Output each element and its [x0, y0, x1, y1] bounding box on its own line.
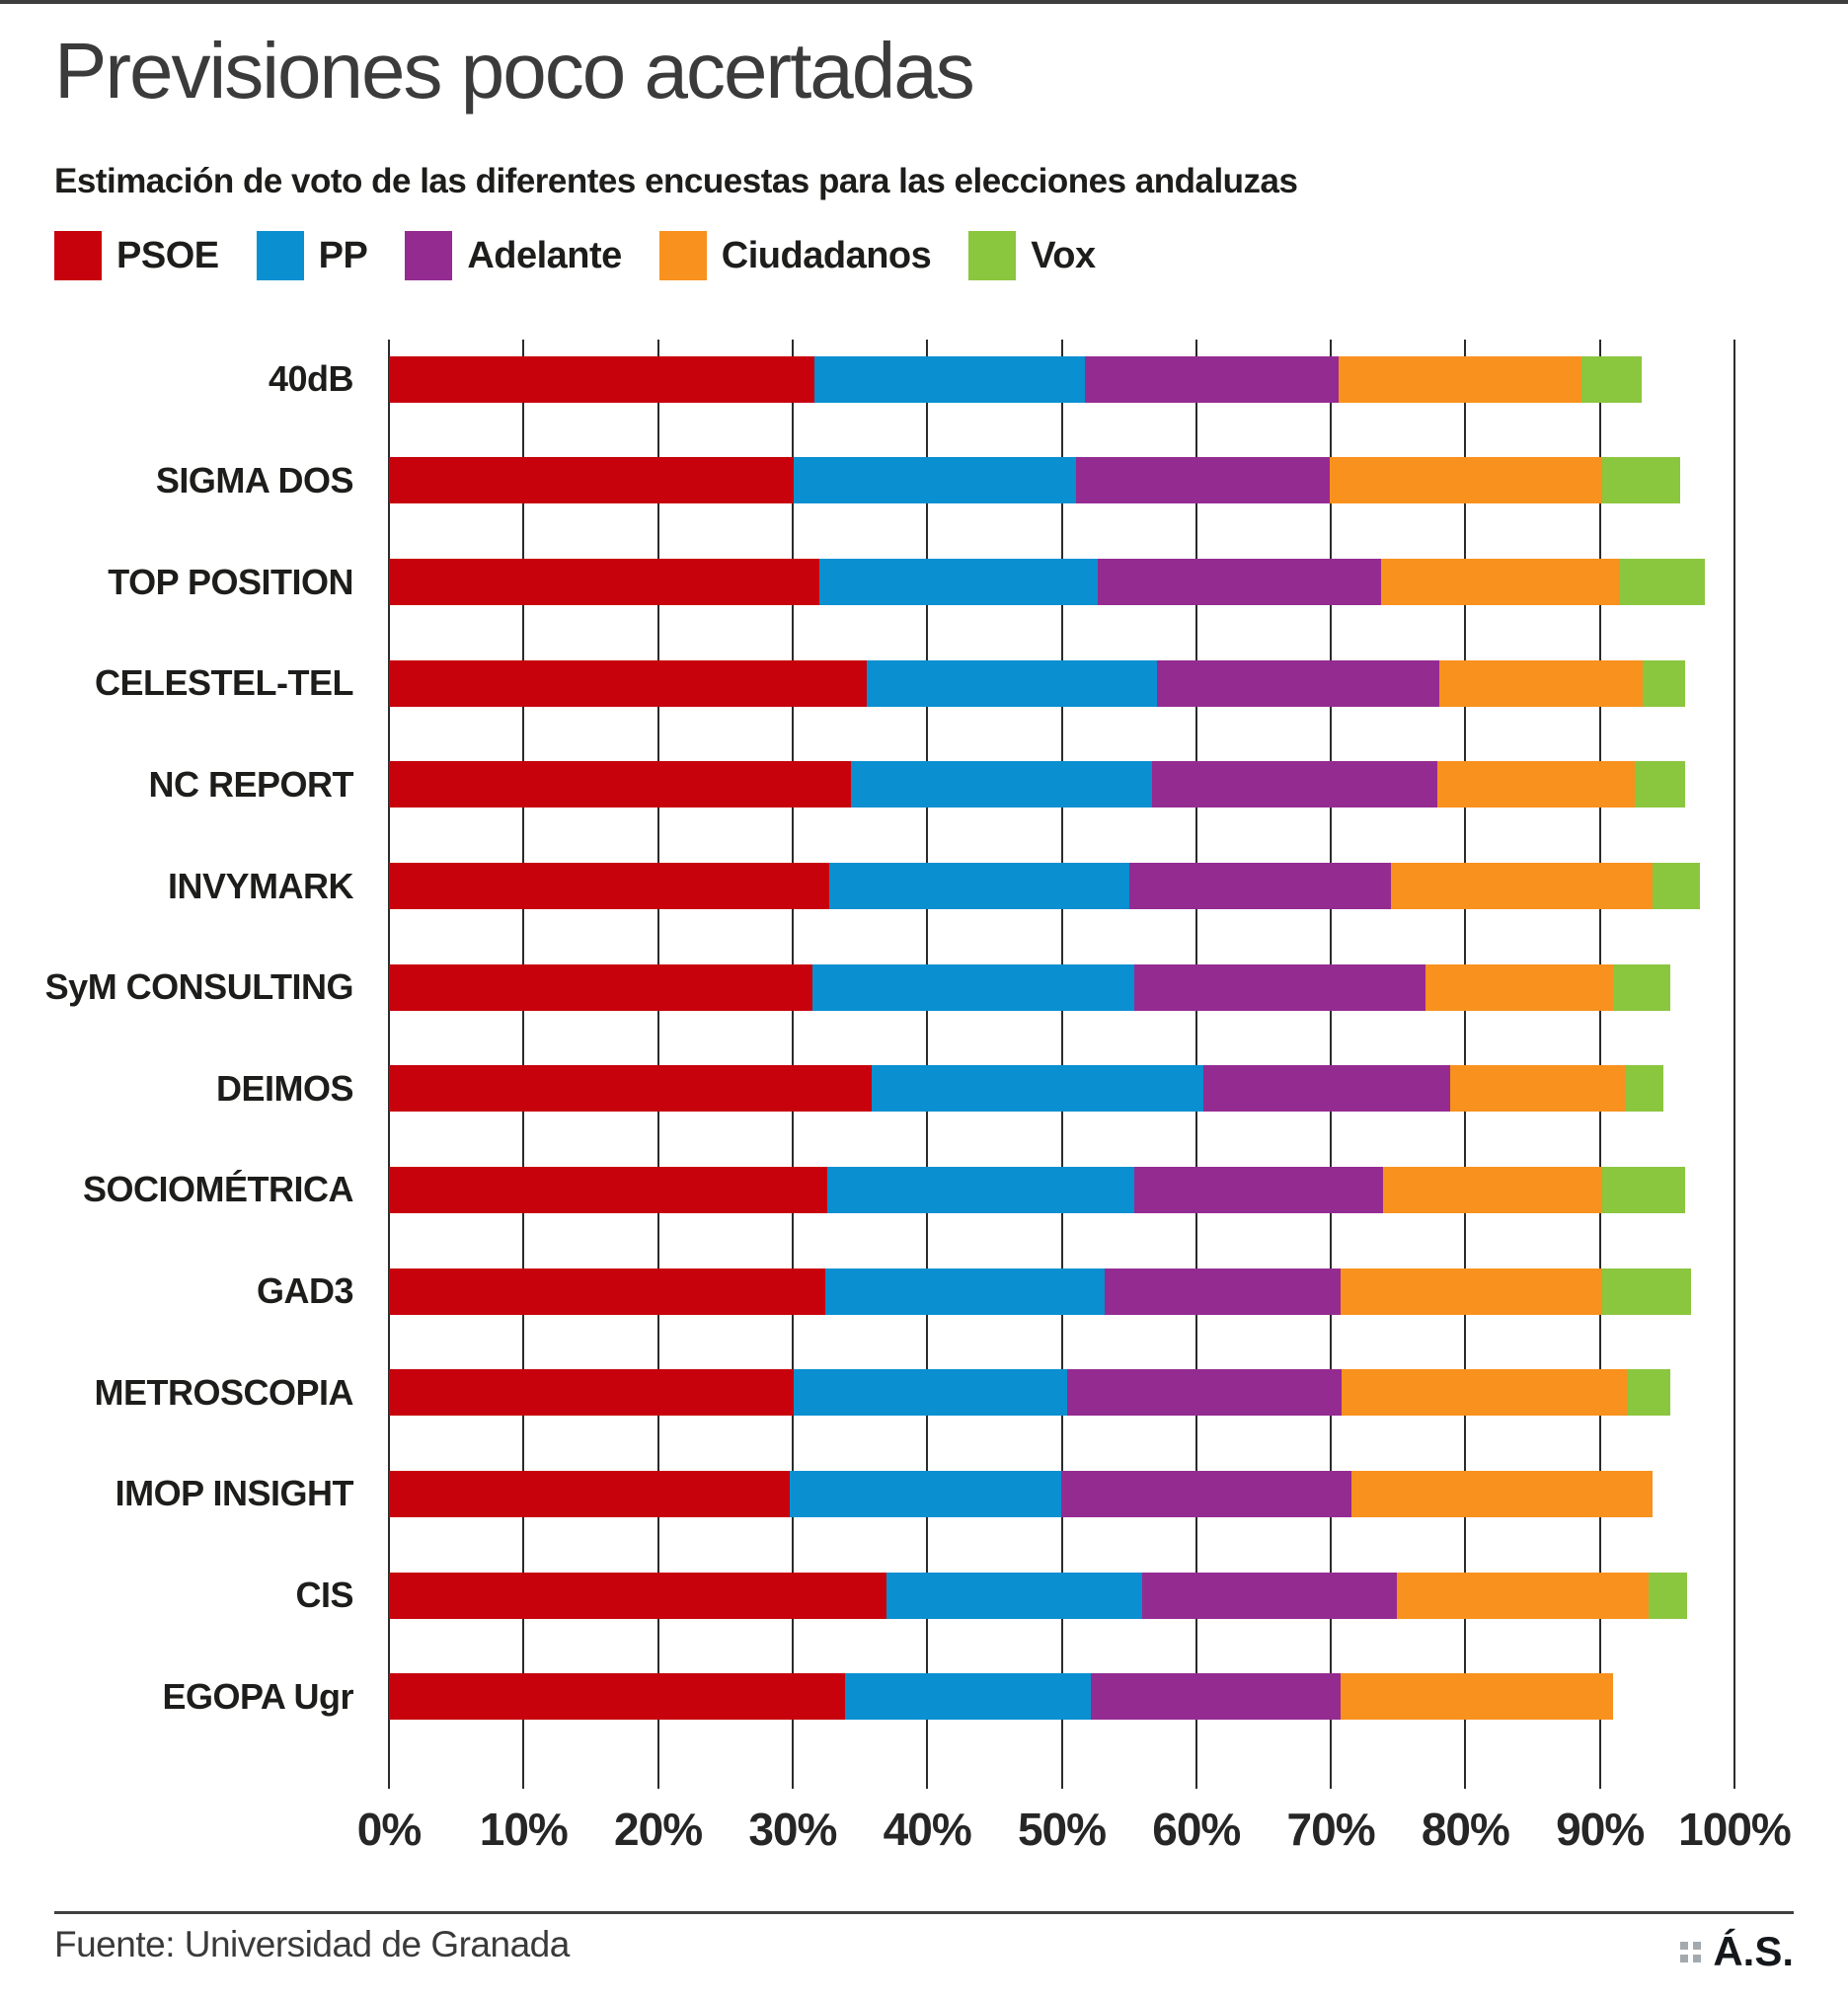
bar-segment-adelante: [1134, 1167, 1383, 1213]
bar-segment-adelante: [1134, 964, 1424, 1011]
chart-row: [0, 329, 1848, 430]
logo-dot: [1680, 1942, 1688, 1950]
bar-track: [389, 1673, 1734, 1720]
bar-track: [389, 1167, 1734, 1213]
bar-segment-pp: [867, 660, 1157, 707]
category-label: SOCIOMÉTRICA: [82, 1169, 353, 1210]
chart-rows: [0, 329, 1848, 1747]
bar-segment-ciudadanos: [1397, 1573, 1649, 1619]
bar-segment-pp: [886, 1573, 1142, 1619]
bar-segment-ciudadanos: [1351, 1471, 1653, 1517]
x-tick-label: 0%: [356, 1804, 422, 1855]
legend-swatch-vox: [968, 231, 1016, 280]
category-label: METROSCOPIA: [94, 1371, 353, 1413]
bar-segment-vox: [1649, 1573, 1688, 1619]
bar-segment-adelante: [1076, 457, 1329, 503]
category-label: CELESTEL-TEL: [95, 662, 353, 704]
bar-segment-psoe: [389, 457, 794, 503]
as-logo: [1680, 1928, 1794, 1975]
bar-segment-pp: [872, 1065, 1202, 1112]
bar-segment-pp: [827, 1167, 1134, 1213]
bar-track: [389, 356, 1734, 403]
category-label: 40dB: [268, 358, 353, 400]
category-label: INVYMARK: [167, 865, 353, 906]
x-tick-label: 90%: [1556, 1804, 1645, 1855]
bar-segment-pp: [819, 559, 1098, 605]
bar-segment-vox: [1602, 457, 1680, 503]
bar-segment-pp: [851, 761, 1152, 807]
logo-dot: [1693, 1955, 1701, 1962]
bar-track: [389, 660, 1734, 707]
top-border-rule: [0, 0, 1848, 4]
bar-segment-psoe: [389, 1369, 794, 1416]
bar-segment-pp: [790, 1471, 1061, 1517]
bar-segment-vox: [1602, 1269, 1691, 1315]
bar-segment-ciudadanos: [1391, 863, 1652, 909]
bar-track: [389, 964, 1734, 1011]
x-tick-label: 10%: [479, 1804, 568, 1855]
bar-track: [389, 1369, 1734, 1416]
legend-swatch-adelante: [405, 231, 452, 280]
x-tick-label: 30%: [748, 1804, 837, 1855]
bar-segment-ciudadanos: [1437, 761, 1635, 807]
chart-row: [0, 734, 1848, 836]
category-label: EGOPA Ugr: [162, 1675, 353, 1717]
bar-segment-psoe: [389, 1065, 872, 1112]
bar-segment-psoe: [389, 1269, 825, 1315]
x-tick-label: 100%: [1678, 1804, 1791, 1855]
as-logo-text: Á.S.: [1713, 1928, 1794, 1974]
x-tick-label: 60%: [1152, 1804, 1241, 1855]
category-label: CIS: [295, 1575, 353, 1615]
bar-segment-adelante: [1157, 660, 1439, 707]
bar-segment-adelante: [1142, 1573, 1397, 1619]
bar-track: [389, 863, 1734, 909]
bar-segment-ciudadanos: [1381, 559, 1621, 605]
logo-dot: [1693, 1942, 1701, 1950]
bar-segment-psoe: [389, 1167, 827, 1213]
bar-segment-ciudadanos: [1341, 1673, 1614, 1720]
bar-segment-psoe: [389, 559, 819, 605]
bar-segment-adelante: [1061, 1471, 1350, 1517]
category-label: SIGMA DOS: [155, 459, 353, 500]
bar-segment-adelante: [1203, 1065, 1451, 1112]
bar-segment-adelante: [1129, 863, 1392, 909]
legend-item-pp: [257, 231, 368, 280]
chart-row: [0, 1038, 1848, 1139]
bar-segment-psoe: [389, 1471, 790, 1517]
legend-item-adelante: [405, 231, 621, 280]
as-logo-dots-icon: [1680, 1942, 1701, 1962]
chart-row: [0, 531, 1848, 633]
bar-segment-ciudadanos: [1439, 660, 1643, 707]
bar-segment-vox: [1626, 1065, 1663, 1112]
bar-segment-vox: [1620, 559, 1705, 605]
bar-segment-psoe: [389, 1673, 845, 1720]
logo-dot: [1680, 1955, 1688, 1962]
bar-segment-ciudadanos: [1450, 1065, 1625, 1112]
category-label: NC REPORT: [148, 763, 353, 805]
legend-label: PSOE: [116, 234, 219, 276]
chart-row: [0, 633, 1848, 734]
chart-row: [0, 1241, 1848, 1343]
x-axis: [356, 1803, 1791, 1862]
bar-segment-ciudadanos: [1330, 457, 1603, 503]
bar-segment-adelante: [1085, 356, 1340, 403]
bar-segment-psoe: [389, 964, 812, 1011]
chart-row: [0, 835, 1848, 937]
bar-segment-psoe: [389, 761, 851, 807]
bar-segment-ciudadanos: [1383, 1167, 1602, 1213]
bar-segment-pp: [812, 964, 1134, 1011]
x-tick-label: 40%: [883, 1804, 971, 1855]
category-label: IMOP INSIGHT: [115, 1473, 353, 1514]
stacked-bar-chart: [0, 329, 1848, 1869]
x-tick-label: 80%: [1421, 1804, 1509, 1855]
bar-segment-pp: [814, 356, 1085, 403]
chart-row: [0, 1139, 1848, 1241]
bar-track: [389, 1471, 1734, 1517]
chart-row: [0, 1646, 1848, 1747]
chart-row: [0, 1342, 1848, 1443]
category-label: SyM CONSULTING: [44, 966, 353, 1008]
bar-segment-vox: [1635, 761, 1684, 807]
legend-label: Vox: [1031, 234, 1096, 276]
legend-item-vox: [968, 231, 1095, 280]
bar-segment-vox: [1602, 1167, 1684, 1213]
x-tick-label: 20%: [614, 1804, 703, 1855]
bar-track: [389, 1269, 1734, 1315]
x-tick-label: 50%: [1017, 1804, 1107, 1855]
legend-swatch-ciudadanos: [659, 231, 707, 280]
category-label: DEIMOS: [215, 1067, 353, 1109]
chart-row: [0, 1443, 1848, 1545]
footer: [54, 1911, 1794, 1975]
legend-swatch-psoe: [54, 231, 102, 280]
bar-segment-vox: [1581, 356, 1642, 403]
page-title: Previsiones poco acertadas: [54, 27, 973, 115]
bar-segment-pp: [794, 1369, 1067, 1416]
bar-segment-vox: [1643, 660, 1684, 707]
bar-segment-ciudadanos: [1339, 356, 1580, 403]
x-tick-label: 70%: [1286, 1804, 1375, 1855]
bar-track: [389, 457, 1734, 503]
category-label: TOP POSITION: [108, 561, 353, 602]
bar-segment-ciudadanos: [1341, 1269, 1603, 1315]
bar-segment-psoe: [389, 863, 829, 909]
chart-row: [0, 937, 1848, 1038]
source-text: Fuente: Universidad de Granada: [54, 1924, 570, 1964]
legend-label: Ciudadanos: [721, 234, 932, 276]
legend-label: PP: [318, 234, 368, 276]
bar-segment-pp: [845, 1673, 1091, 1720]
bar-segment-ciudadanos: [1342, 1369, 1628, 1416]
bar-segment-adelante: [1067, 1369, 1342, 1416]
chart-row: [0, 430, 1848, 532]
legend-swatch-pp: [257, 231, 304, 280]
legend-item-psoe: [54, 231, 219, 280]
bar-track: [389, 1065, 1734, 1112]
legend-item-ciudadanos: [659, 231, 931, 280]
bar-track: [389, 559, 1734, 605]
bar-segment-adelante: [1105, 1269, 1341, 1315]
bar-segment-pp: [829, 863, 1129, 909]
bar-track: [389, 761, 1734, 807]
bar-track: [389, 1573, 1734, 1619]
legend: [54, 231, 1848, 280]
bar-segment-vox: [1653, 863, 1700, 909]
bar-segment-adelante: [1152, 761, 1437, 807]
bar-segment-adelante: [1091, 1673, 1340, 1720]
bar-segment-vox: [1628, 1369, 1669, 1416]
bar-segment-vox: [1613, 964, 1669, 1011]
category-label: GAD3: [256, 1270, 353, 1312]
bar-segment-psoe: [389, 660, 867, 707]
bar-segment-pp: [825, 1269, 1106, 1315]
chart-row: [0, 1545, 1848, 1647]
legend-label: Adelante: [467, 234, 622, 276]
bar-segment-psoe: [389, 1573, 886, 1619]
bar-segment-psoe: [389, 356, 814, 403]
bar-segment-adelante: [1098, 559, 1380, 605]
bar-segment-ciudadanos: [1425, 964, 1614, 1011]
bar-segment-pp: [794, 457, 1076, 503]
chart-subtitle: Estimación de voto de las diferentes encuestas para las elecciones andaluzas: [54, 162, 1298, 200]
